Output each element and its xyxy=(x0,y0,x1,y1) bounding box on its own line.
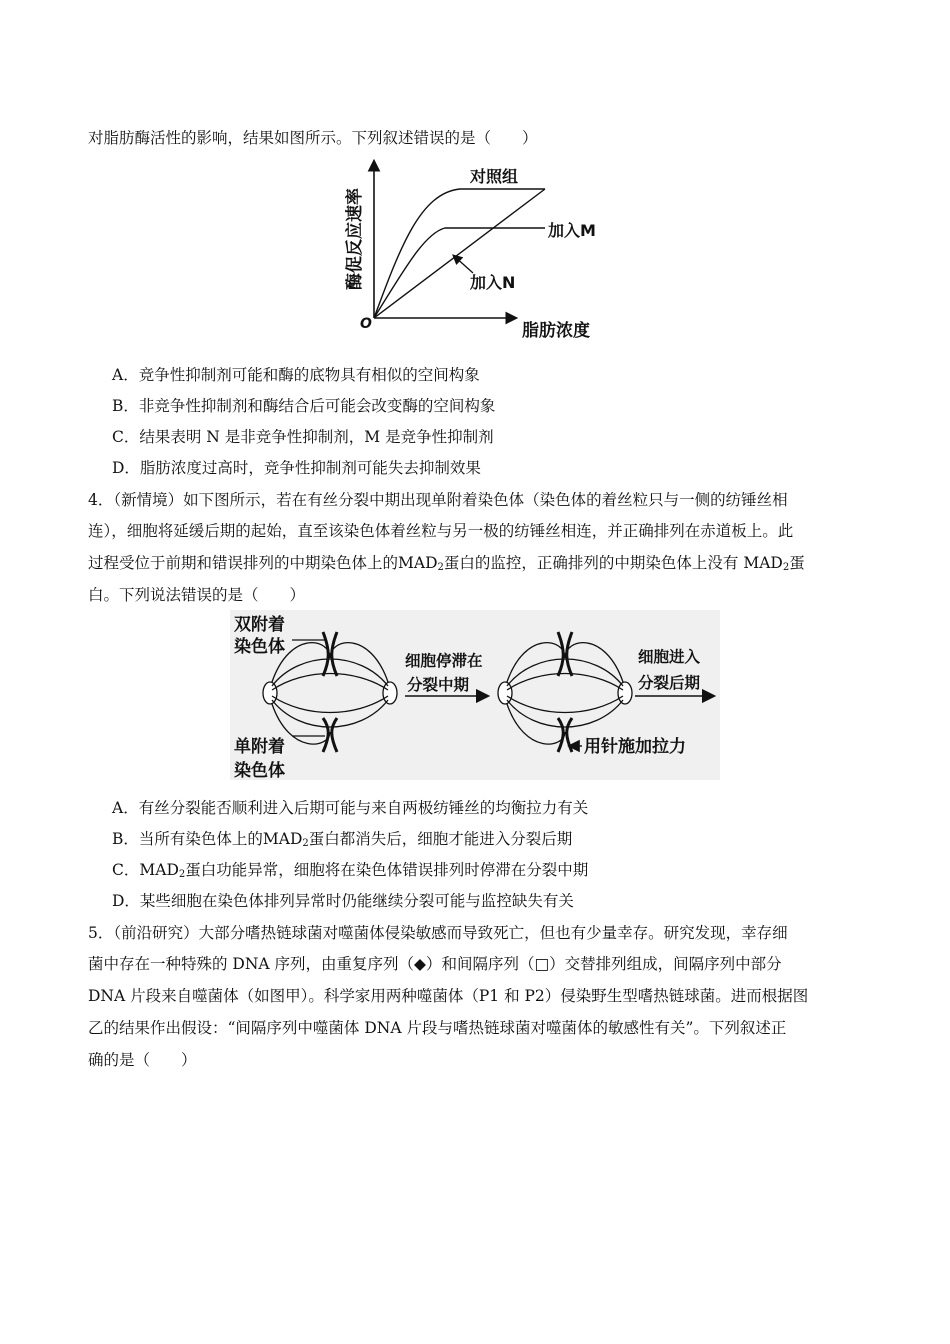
q4-line-1: 4．（新情境）如下图所示，若在有丝分裂中期出现单附着染色体（染色体的着丝粒只与一侧的纺锤丝相 xyxy=(88,491,788,509)
arrow-1-label-1: 细胞停滞在 xyxy=(405,652,483,670)
curve-m xyxy=(374,228,545,318)
q5-line-2: 菌中存在一种特殊的 DNA 序列，由重复序列（◆）和间隔序列（□）交替排列组成，间隔序列中部分 xyxy=(88,955,782,973)
q4-line-4: 白。下列说法错误的是（ ） xyxy=(88,586,306,604)
q3-enzyme-figure xyxy=(330,158,620,348)
q4-option-c: C．$MAD_2$蛋白功能异常，细胞将在染色体错误排列时停滞在分裂中期 xyxy=(112,861,589,880)
q5-line-3: DNA 片段来自噬菌体（如图甲）。科学家用两种噬菌体（P1 和 P2）侵染野生型嗜热链球菌。进而根据图 xyxy=(88,987,809,1005)
q4-option-d: D．某些细胞在染色体排列异常时仍能继续分裂可能与监控缺失有关 xyxy=(112,892,574,910)
q4-line-2: 连），细胞将延缓后期的起始，直至该染色体着丝粒与另一极的纺锤丝相连，并正确排列在赤道板上。此 xyxy=(88,522,794,540)
q5-line-1: 5．（前沿研究）大部分嗜热链球菌对噬菌体侵染敏感而导致死亡，但也有少量幸存。研究发现，幸存细 xyxy=(88,924,788,942)
q3-option-b: B．非竞争性抑制剂和酶结合后可能会改变酶的空间构象 xyxy=(112,397,496,415)
needle-label: 用针施加拉力 xyxy=(584,737,686,757)
label-control: 对照组 xyxy=(470,167,519,186)
label-double-2: 染色体 xyxy=(234,637,285,657)
label-m: 加入M xyxy=(548,221,596,240)
q5-line-5: 确的是（ ） xyxy=(88,1051,197,1069)
label-single-2: 染色体 xyxy=(234,761,285,781)
q3-option-d: D．脂肪浓度过高时，竞争性抑制剂可能失去抑制效果 xyxy=(112,459,481,477)
q3-stem-tail: 对脂肪酶活性的影响，结果如图所示。下列叙述错误的是（ ） xyxy=(88,129,538,147)
q5-line-4: 乙的结果作出假设：“间隔序列中噬菌体 DNA 片段与嗜热链球菌对噬菌体的敏感性有关”。下列叙述正 xyxy=(88,1019,787,1037)
q3-option-a: A．竞争性抑制剂可能和酶的底物具有相似的空间构象 xyxy=(112,366,480,384)
x-axis-label: 脂肪浓度 xyxy=(522,321,590,341)
q4-line-3: 过程受位于前期和错误排列的中期染色体上的$MAD_2$蛋白的监控，正确排列的中期染色体上没有 $MAD_2$蛋 xyxy=(88,554,805,573)
origin-label: O xyxy=(360,316,372,332)
label-double-1: 双附着 xyxy=(234,615,285,635)
q4-option-b: B．当所有染色体上的$MAD_2$蛋白都消失后，细胞才能进入分裂后期 xyxy=(112,830,573,849)
label-n: 加入N xyxy=(470,273,516,292)
q4-mitosis-figure xyxy=(230,610,720,790)
arrow-2-label-2: 分裂后期 xyxy=(638,674,701,692)
arrow-2-label-1: 细胞进入 xyxy=(638,648,701,666)
label-single-1: 单附着 xyxy=(234,737,285,757)
q4-option-a: A．有丝分裂能否顺利进入后期可能与来自两极纺锤丝的均衡拉力有关 xyxy=(112,799,589,817)
y-axis-label: 酶促反应速率 xyxy=(345,188,365,290)
arrow-1-label-2: 分裂中期 xyxy=(407,676,470,694)
q3-option-c: C．结果表明 N 是非竞争性抑制剂，M 是竞争性抑制剂 xyxy=(112,428,494,446)
n-pointer-arrow xyxy=(454,256,473,273)
